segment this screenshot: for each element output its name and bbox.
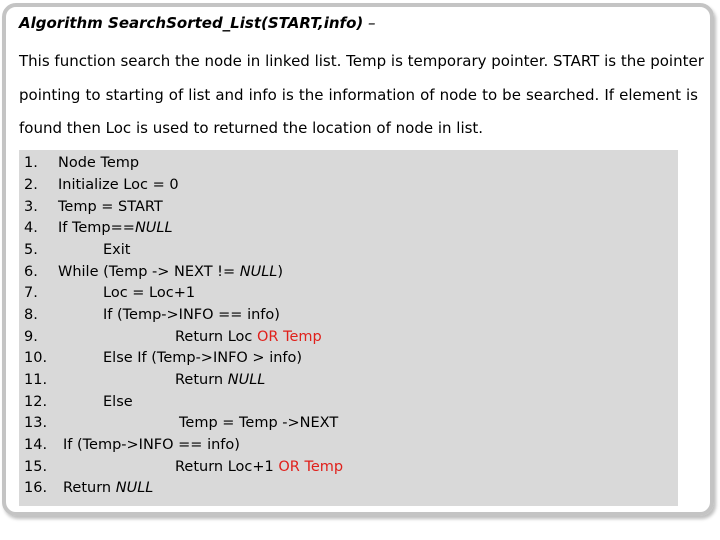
code-text: Exit <box>103 242 131 258</box>
code-line-16 <box>24 478 153 499</box>
code-text: Return <box>175 372 228 388</box>
line-number: 7. <box>24 285 38 301</box>
code-line-3 <box>24 197 163 218</box>
code-line-15 <box>24 457 343 478</box>
null-keyword: NULL <box>115 480 154 496</box>
line-number: 6. <box>24 264 38 280</box>
code-line-12 <box>24 392 133 413</box>
description-line-2: pointing to starting of list and info is the information of node to be searched. If element is <box>19 86 698 104</box>
code-text: Return Loc <box>175 329 258 345</box>
line-number: 3. <box>24 199 38 215</box>
algorithm-title <box>19 14 376 32</box>
code-text: Node Temp <box>58 155 140 171</box>
code-line-10 <box>24 348 302 369</box>
code-line-4 <box>24 218 173 239</box>
highlighted-text: OR Temp <box>257 329 322 345</box>
highlighted-text: OR Temp <box>278 459 344 475</box>
code-line-2 <box>24 175 179 196</box>
code-text: If (Temp->INFO == info) <box>103 307 280 323</box>
code-text: Return <box>63 480 116 496</box>
line-number: 5. <box>24 242 38 258</box>
null-keyword: NULL <box>239 264 278 280</box>
code-text: Else If (Temp->INFO > info) <box>103 350 303 366</box>
code-line-1 <box>24 153 139 174</box>
null-keyword: NULL <box>227 372 266 388</box>
code-text: Return Loc+1 <box>175 459 279 475</box>
code-block <box>19 150 678 506</box>
line-number: 2. <box>24 177 38 193</box>
code-line-6 <box>24 262 283 283</box>
code-line-9 <box>24 327 322 348</box>
code-text: Initialize Loc = 0 <box>58 177 179 193</box>
description-line-1: This function search the node in linked list. Temp is temporary pointer. START is the pointer <box>19 52 704 70</box>
algorithm-name: Algorithm SearchSorted_List(START,info) <box>19 14 364 32</box>
title-separator: – <box>363 14 376 32</box>
code-line-8 <box>24 305 280 326</box>
line-number: 12. <box>24 394 48 410</box>
code-text: If Temp== <box>58 220 135 236</box>
line-number: 11. <box>24 372 48 388</box>
code-text-end: ) <box>277 264 284 280</box>
line-number: 16. <box>24 480 48 496</box>
code-line-14 <box>24 435 240 456</box>
code-line-5 <box>24 240 130 261</box>
code-text: Temp = Temp ->NEXT <box>179 415 339 431</box>
code-text: If (Temp->INFO == info) <box>63 437 240 453</box>
code-text: Temp = START <box>58 199 163 215</box>
description-line-3: found then Loc is used to returned the location of node in list. <box>19 119 484 137</box>
line-number: 4. <box>24 220 38 236</box>
line-number: 10. <box>24 350 48 366</box>
line-number: 13. <box>24 415 48 431</box>
code-line-7 <box>24 283 195 304</box>
line-number: 15. <box>24 459 48 475</box>
code-text: While (Temp -> NEXT != <box>58 264 240 280</box>
code-text: Else <box>103 394 133 410</box>
line-number: 9. <box>24 329 38 345</box>
code-text: Loc = Loc+1 <box>103 285 196 301</box>
code-line-11 <box>24 370 265 391</box>
code-line-13 <box>24 413 338 434</box>
line-number: 1. <box>24 155 38 171</box>
line-number: 8. <box>24 307 38 323</box>
null-keyword: NULL <box>134 220 173 236</box>
line-number: 14. <box>24 437 48 453</box>
